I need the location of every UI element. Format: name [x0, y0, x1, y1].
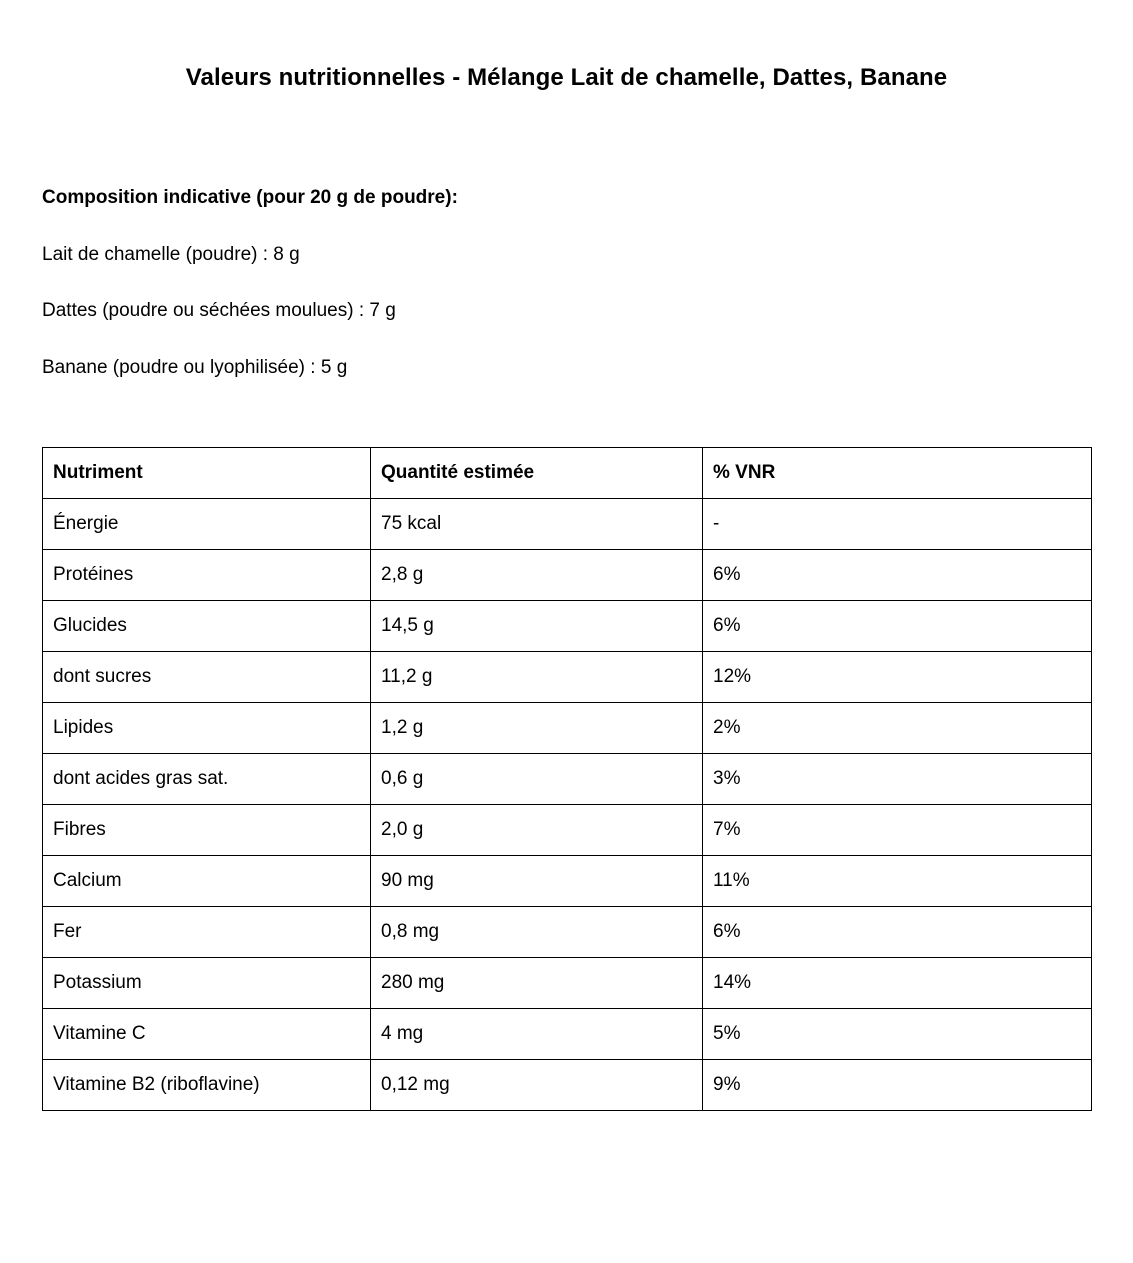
cell-vnr: 3% — [703, 754, 1092, 805]
composition-line: Lait de chamelle (poudre) : 8 g — [42, 243, 300, 265]
cell-nutrient: dont acides gras sat. — [43, 754, 371, 805]
page-title: Valeurs nutritionnelles - Mélange Lait de chamelle, Dattes, Banane — [185, 64, 948, 91]
table-row — [43, 754, 1092, 805]
table-row — [43, 1060, 1092, 1111]
cell-nutrient: Calcium — [43, 856, 371, 907]
cell-vnr: 5% — [703, 1009, 1092, 1060]
document-content — [0, 93, 1133, 1111]
cell-vnr: 12% — [703, 652, 1092, 703]
table-row — [43, 856, 1092, 907]
table-header-row — [43, 448, 1092, 499]
cell-nutrient: Glucides — [43, 601, 371, 652]
column-header-vnr: % VNR — [703, 448, 1092, 499]
table-row — [43, 805, 1092, 856]
cell-amount: 1,2 g — [371, 703, 703, 754]
table-row — [43, 907, 1092, 958]
cell-amount: 90 mg — [371, 856, 703, 907]
cell-amount: 0,6 g — [371, 754, 703, 805]
composition-heading: Composition indicative (pour 20 g de poudre): — [42, 187, 458, 209]
cell-nutrient: Protéines — [43, 550, 371, 601]
table-row — [43, 703, 1092, 754]
cell-nutrient: Vitamine C — [43, 1009, 371, 1060]
table-row — [43, 652, 1092, 703]
cell-vnr: 6% — [703, 907, 1092, 958]
cell-amount: 11,2 g — [371, 652, 703, 703]
cell-nutrient: Énergie — [43, 499, 371, 550]
cell-amount: 2,0 g — [371, 805, 703, 856]
cell-amount: 0,8 mg — [371, 907, 703, 958]
table-row — [43, 958, 1092, 1009]
cell-nutrient: Fer — [43, 907, 371, 958]
cell-vnr: 6% — [703, 601, 1092, 652]
cell-amount: 280 mg — [371, 958, 703, 1009]
table-row — [43, 1009, 1092, 1060]
cell-amount: 14,5 g — [371, 601, 703, 652]
cell-vnr: - — [703, 499, 1092, 550]
cell-vnr: 9% — [703, 1060, 1092, 1111]
cell-nutrient: Potassium — [43, 958, 371, 1009]
table-row — [43, 601, 1092, 652]
cell-nutrient: Lipides — [43, 703, 371, 754]
table-row — [43, 499, 1092, 550]
nutrition-table — [42, 447, 1092, 1111]
cell-amount: 75 kcal — [371, 499, 703, 550]
cell-nutrient: Fibres — [43, 805, 371, 856]
column-header-amount: Quantité estimée — [371, 448, 703, 499]
cell-vnr: 7% — [703, 805, 1092, 856]
composition-line: Dattes (poudre ou séchées moulues) : 7 g — [42, 300, 396, 322]
cell-vnr: 2% — [703, 703, 1092, 754]
cell-vnr: 14% — [703, 958, 1092, 1009]
cell-amount: 4 mg — [371, 1009, 703, 1060]
cell-amount: 0,12 mg — [371, 1060, 703, 1111]
composition-line: Banane (poudre ou lyophilisée) : 5 g — [42, 356, 348, 378]
cell-amount: 2,8 g — [371, 550, 703, 601]
cell-vnr: 11% — [703, 856, 1092, 907]
cell-nutrient: dont sucres — [43, 652, 371, 703]
table-row — [43, 550, 1092, 601]
cell-nutrient: Vitamine B2 (riboflavine) — [43, 1060, 371, 1111]
cell-vnr: 6% — [703, 550, 1092, 601]
column-header-nutrient: Nutriment — [43, 448, 371, 499]
